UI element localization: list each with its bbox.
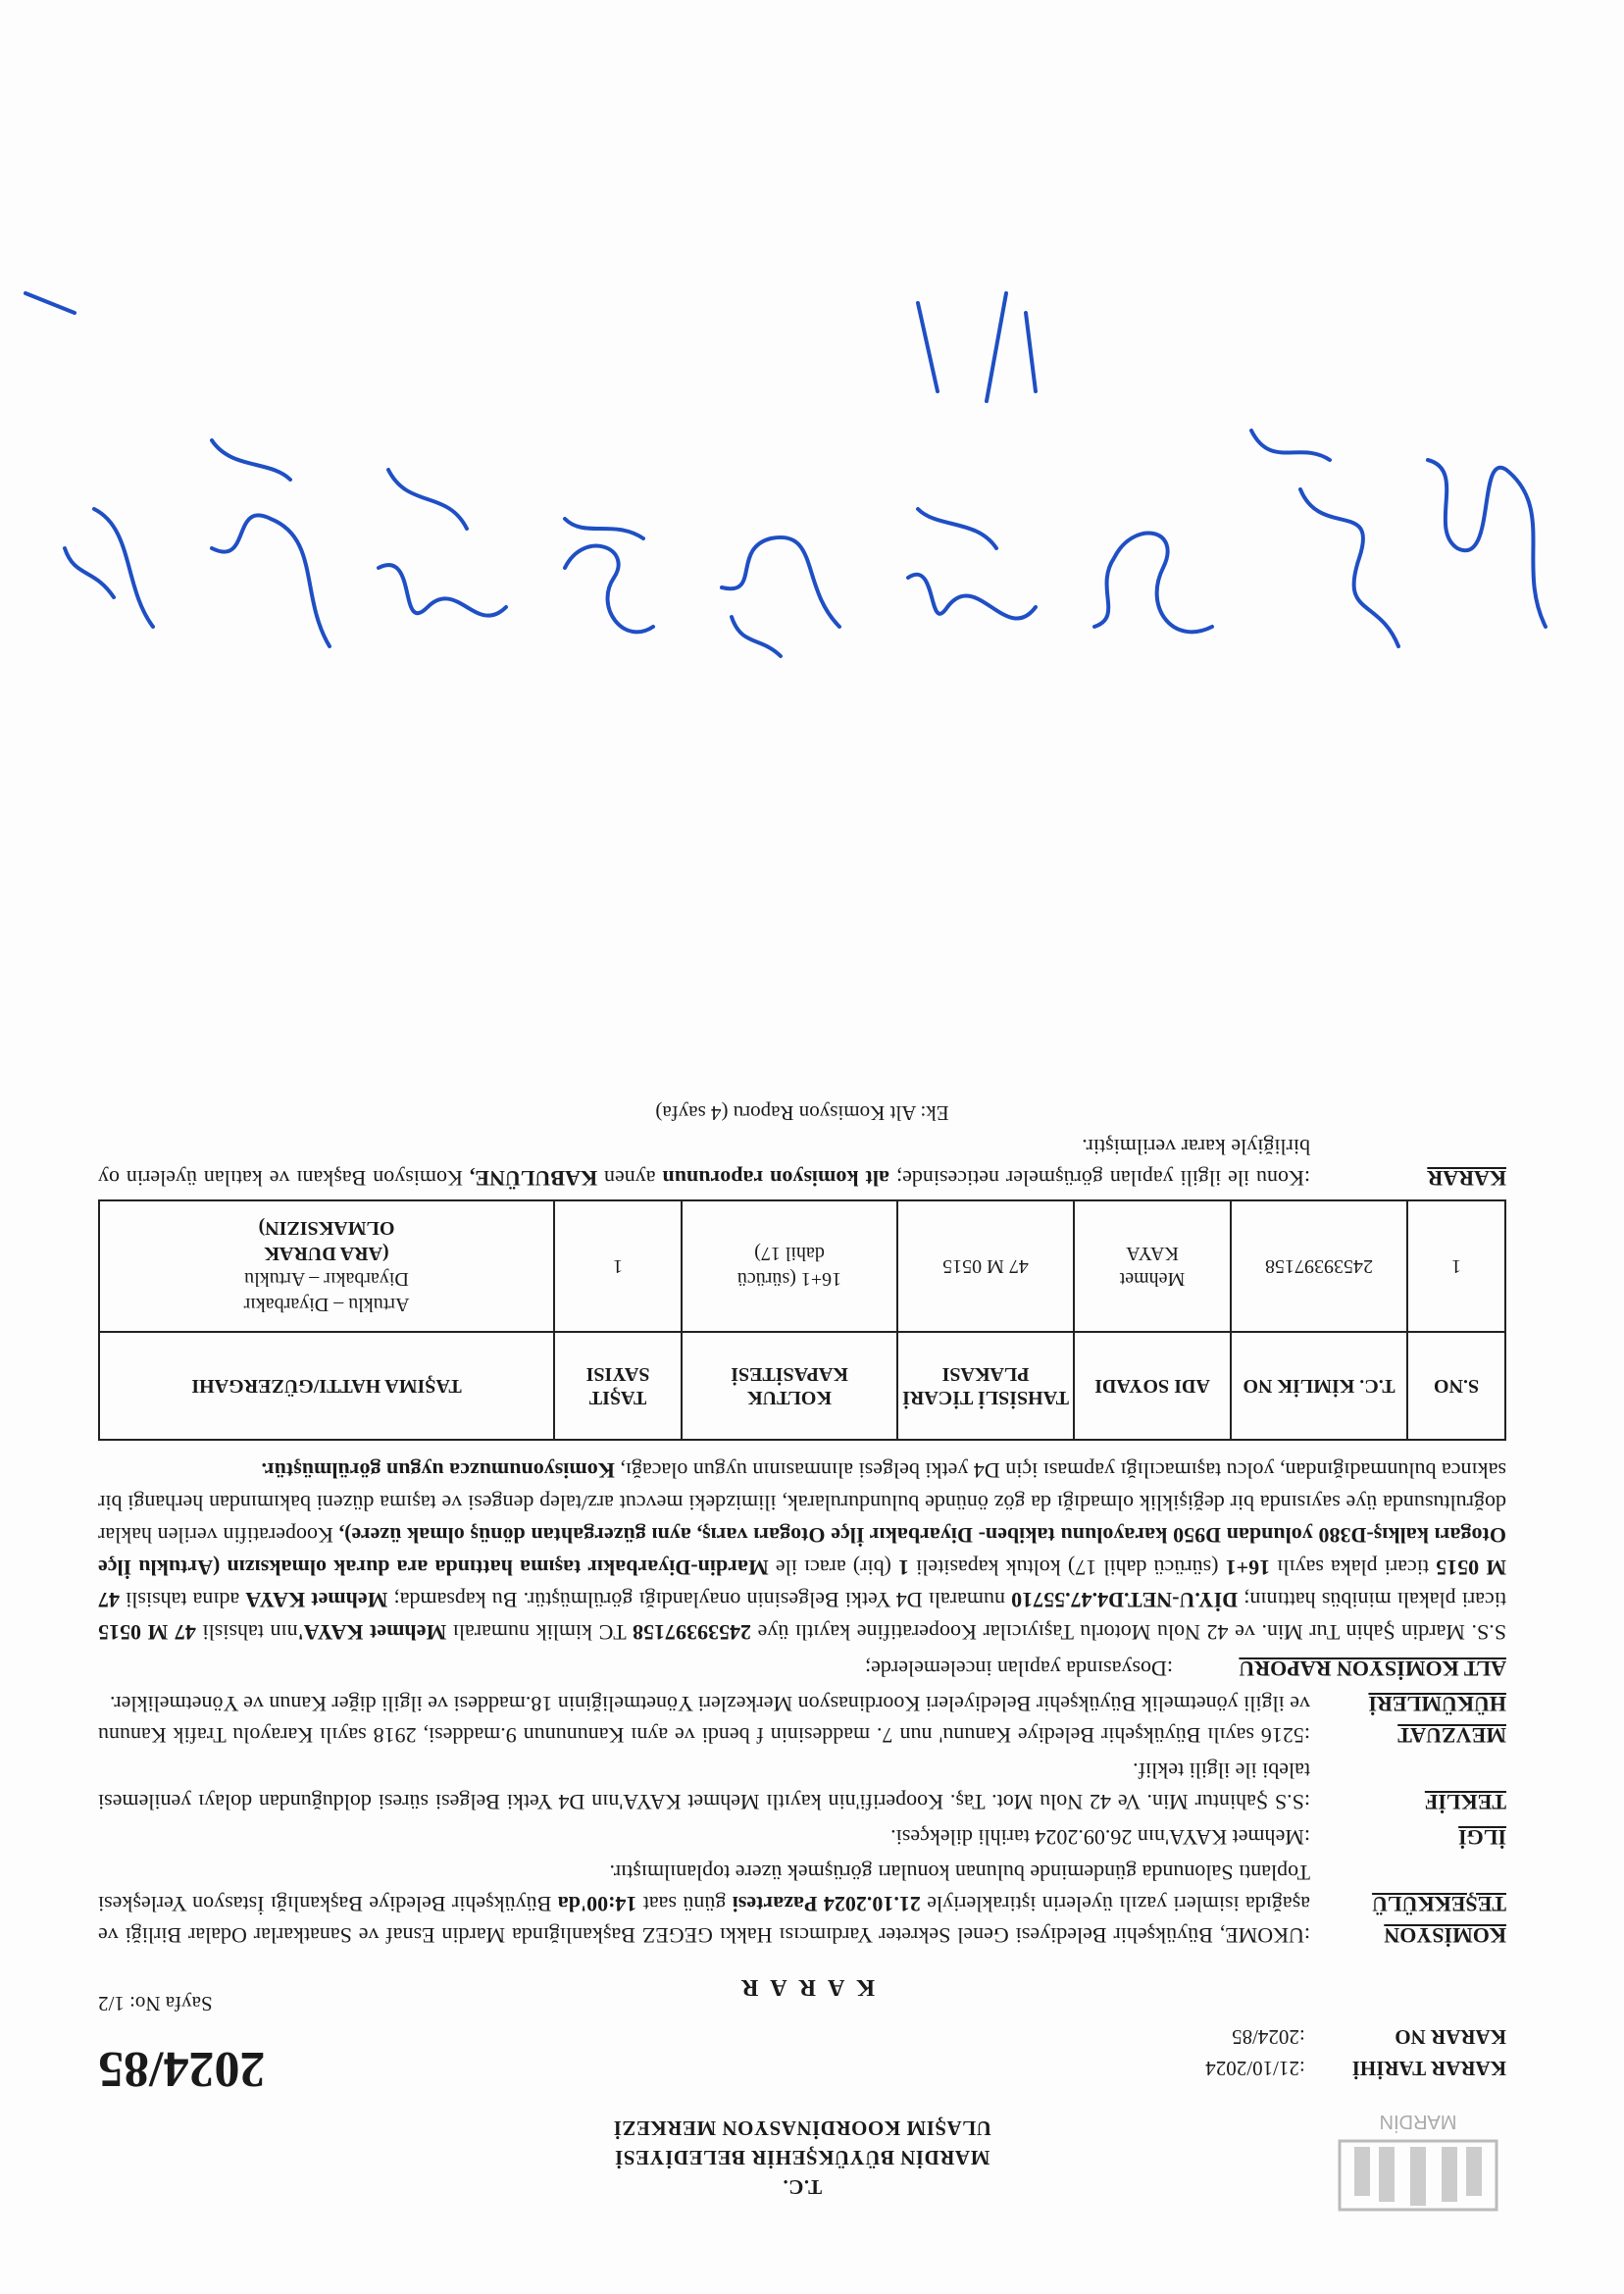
td-tc: 24539397158: [1231, 1200, 1407, 1332]
teklif-label: TEKLİF: [1424, 1790, 1506, 1814]
ilgi-label: İLGİ: [1458, 1825, 1506, 1850]
mevzuat-label-2: HÜKÜMLERİ: [1368, 1692, 1506, 1716]
p1-b: TC kimlik numaralı: [452, 1620, 627, 1645]
decision-no-value: :2024/85: [1232, 2025, 1305, 2049]
decision-date-label: KARAR TARİHİ: [1351, 2057, 1506, 2080]
decision-date-value: :21/10/2024: [1205, 2057, 1305, 2080]
th-sno: S.NO: [1407, 1332, 1505, 1440]
report-paragraph: [98, 1454, 1506, 1649]
komisyon-text: :UKOME, Büyükşehir Belediyesi Genel Sekreter Yardımcısı Hakkı GEGEZ Başkanlığında Mardin Esnaf ve Sanatkarlar Odalar Birliği ve aşağıda isimleri yazılı üyelerin iştirakleriyle: [98, 1892, 1310, 1948]
decision-meta: [98, 1951, 1506, 2098]
td-capacity: [682, 1200, 897, 1332]
signature-10: [918, 293, 1036, 401]
komisyon-text-3: Büyükşehir Belediye Başkanlığı İstasyon Yerleşkesi Toplantı Salonunda gündeminde bulunan konuları görüşmek üzere toplanılmıştır.: [97, 1861, 1310, 1916]
section-komisyon: [98, 1857, 1506, 1951]
karar-bold-1: alt komisyon raporunun: [662, 1166, 889, 1191]
vehicle-table: [98, 1199, 1506, 1441]
p1-g: ticari plaka sayılı: [1277, 1555, 1429, 1580]
mevzuat-label: [1310, 1688, 1506, 1751]
table-row: [99, 1200, 1505, 1332]
letterhead-text: [98, 2114, 1506, 2202]
td-plate: 47 M 0515: [897, 1200, 1074, 1332]
karar-bold-2: KABULÜNE,: [469, 1166, 598, 1191]
signature-3: [1094, 534, 1212, 633]
td-route-3: (ARA DURAK: [264, 1243, 389, 1264]
signatures-icon: [0, 176, 1624, 686]
p1-h: (sürücü dahil 17) koltuk kapasiteli: [916, 1555, 1219, 1580]
document-content: [98, 1100, 1506, 2216]
td-count: 1: [554, 1200, 682, 1332]
p1-f: adına tahsisli: [126, 1588, 240, 1612]
signature-7: [379, 470, 506, 616]
td-route: [99, 1200, 554, 1332]
p1-one: 1: [898, 1555, 910, 1580]
p1-plate2: 47 M 0515: [97, 1555, 1506, 1612]
p1-name: Mehmet KAYA': [297, 1620, 447, 1645]
td-route-2: Diyarbakır – Artuklu: [244, 1268, 409, 1290]
teklif-text: :S.S Şahintur Min. Ve 42 Nolu Mot. Taş. Kooperifi'nin kayıtlı Mehmet KAYA'nın D4 Yetki Belgesi süresi dolduğundan dolayı yenilemesi talebi ile ilgili teklif.: [98, 1759, 1310, 1814]
komisyon-label: [1310, 1888, 1506, 1951]
td-sno: 1: [1407, 1200, 1505, 1332]
p1-d: ticari plakalı minibüs hattının;: [1243, 1588, 1506, 1612]
karar-label: KARAR: [1427, 1166, 1506, 1191]
th-capacity: KOLTUK KAPASİTESİ: [682, 1332, 897, 1440]
komisyon-text-2: günü saat: [642, 1892, 727, 1916]
decision-no-row: [1205, 2017, 1506, 2049]
signature-2: [1251, 431, 1398, 646]
td-route-4: OLMAKSIZIN): [258, 1217, 395, 1239]
header-line-1: T.C.: [782, 2175, 823, 2199]
alt-komisyon-label: ALT KOMİSYON RAPORU: [1239, 1657, 1506, 1681]
komisyon-label-1: KOMİSYON: [1384, 1923, 1506, 1948]
decision-title: KARAR: [730, 1974, 875, 2000]
decision-number: 2024/85: [98, 2041, 266, 2097]
p1-cap: 16+1: [1225, 1555, 1271, 1580]
komisyon-label-2: TEŞEKKÜLÜ: [1372, 1892, 1506, 1916]
komisyon-time: 14:00'da: [557, 1892, 637, 1916]
p1-plate: 47 M 0515: [97, 1620, 196, 1645]
karar-text: :Konu ile ilgili yapılan görüşmeler neticesinde;: [895, 1166, 1310, 1191]
signature-11: [25, 293, 75, 313]
signature-4: [908, 509, 1036, 619]
letterhead: [98, 2098, 1506, 2216]
td-route-1: Artuklu – Diyarbakır: [243, 1294, 410, 1315]
table-header-row: [99, 1332, 1505, 1440]
page-number: Sayfa No: 1/2: [98, 1992, 213, 2015]
p1-k: Komisyonumuzca uygun görülmüştür.: [261, 1458, 615, 1483]
mevzuat-label-1: MEVZUAT: [1397, 1723, 1506, 1748]
p1-j: Kooperatifin verilen haklar doğrultusunda üye sayısında bir değişiklik olmadığı da göz önünde bulundurularak, ilimizdeki mevcut arz/talep dengesi ve taşıma düzeni bakımından herhangi bir sakınca bulunmadığından, yolcu taşımacılığı yapması için D4 yetki belgesi alınmasının uygun olacağı,: [97, 1458, 1506, 1548]
p1-e: numaralı D4 Yetki Belgesinin onaylandığı görülmüştür. Bu kapsamda;: [393, 1588, 1005, 1612]
th-tc: T.C. KİMLİK NO: [1231, 1332, 1407, 1440]
td-name-1: Mehmet: [1119, 1268, 1186, 1290]
alt-komisyon-text: :Dosyasında yapılan incelemelerde;: [865, 1657, 1173, 1681]
p1-net: DİY.U-NET.D4.47.55710: [1011, 1588, 1239, 1612]
signature-9: [65, 509, 153, 627]
th-name: ADI SOYADI: [1074, 1332, 1231, 1440]
th-plate: TAHSİSLİ TİCARİ PLAKASI: [897, 1332, 1074, 1440]
signature-8: [212, 440, 330, 646]
decision-no-label: KARAR NO: [1395, 2025, 1506, 2049]
p1-a: S.S. Mardin Şahin Tur Min. ve 42 Nolu Motorlu Taşıyıcılar Kooperatifine kayıtlı üye: [757, 1620, 1506, 1645]
header-line-3: ULAŞIM KOORDİNASYON MERKEZİ: [613, 2116, 991, 2140]
p1-tc: 24539397158: [632, 1620, 751, 1645]
td-name: [1074, 1200, 1231, 1332]
p1-c: nın tahsisli: [202, 1620, 298, 1645]
karar-text-3: Komisyon Başkanı ve katılan üyelerin oy birliğiyle karar verilmiştir.: [97, 1135, 1310, 1191]
decision-date-row: [1205, 2049, 1506, 2080]
section-alt-komisyon: [98, 1653, 1506, 1684]
p1-name2: Mehmet KAYA: [245, 1588, 388, 1612]
logo-text: MARDİN: [1379, 2111, 1457, 2132]
p1-i: (bir) aracı ile: [775, 1555, 891, 1580]
section-karar: [98, 1131, 1506, 1194]
section-ilgi: [98, 1821, 1506, 1853]
td-capacity-1: 16+1 (sürücü: [736, 1268, 842, 1290]
td-capacity-2: dahil 17): [754, 1243, 825, 1264]
signature-5: [722, 537, 839, 656]
attachment-note: Ek: Alt Komisyon Raporu (4 sayfa): [655, 1101, 949, 1125]
ilgi-text: :Mehmet KAYA'nın 26.09.2024 tarihli dilekçesi.: [890, 1825, 1310, 1850]
karar-text-2: aynen: [604, 1166, 656, 1191]
signature-1: [1428, 460, 1546, 627]
mevzuat-text: :5216 sayılı Büyükşehir Belediye Kanunu' nun 7. maddesinin f bendi ve aynı Kanununun 9.maddesi, 2918 sayılı Karayolu Trafik Kanunu ve ilgili yönetmelik Büyükşehir Belediyeleri Koordinasyon Merkezleri Yönetmeliğinin 18.maddesi ve ilgili diğer Kanun ve Yönetmelikler.: [98, 1692, 1310, 1748]
th-route: TAŞIMA HATTI/GÜZERGAHI: [99, 1332, 554, 1440]
th-count: TAŞIT SAYISI: [554, 1332, 682, 1440]
komisyon-date: 21.10.2024 Pazartesi: [732, 1892, 921, 1916]
section-teklif: [98, 1755, 1506, 1817]
td-name-2: KAYA: [1126, 1243, 1179, 1264]
header-line-2: MARDİN BÜYÜKŞEHİR BELEDİYESİ: [614, 2146, 990, 2169]
signature-6: [565, 519, 653, 632]
section-mevzuat: [98, 1688, 1506, 1751]
p1-route: Mardin-Diyarbakır taşıma hattında ara durak olmaksızın (Artuklu İlçe Otogarı kalkış-D380 yolundan D950 karayolunu takiben- Diyarbakır İlçe Otogarı varış, aynı güzergahtan dönüş olmak üzere),: [97, 1523, 1506, 1580]
